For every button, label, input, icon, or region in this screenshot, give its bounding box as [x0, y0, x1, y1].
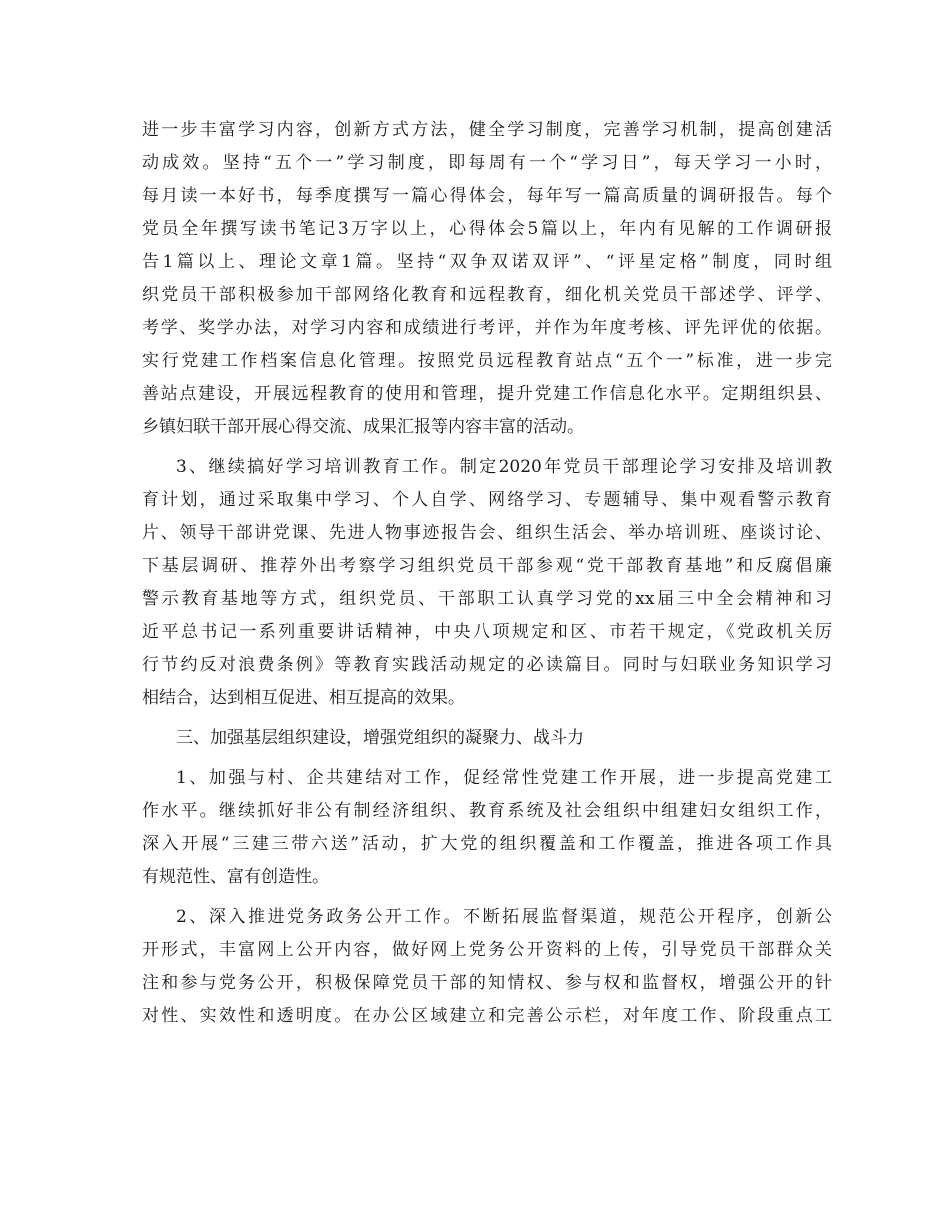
paragraph [142, 762, 832, 894]
text-line: 下基层调研、推荐外出考察学习组织党员干部参观“党干部教育基地”和反腐倡廉 [142, 556, 832, 576]
text-line: 作水平。继续抓好非公有制经济组织、教育系统及社会组织中组建妇女组织工作， [142, 801, 832, 821]
section-heading [142, 722, 832, 755]
text-line: 开形式，丰富网上公开内容，做好网上党务公开资料的上传，引导党员干部群众关 [142, 940, 832, 960]
text-line: 片、领导干部讲党课、先进人物事迹报告会、组织生活会、举办培训班、座谈讨论、 [142, 523, 832, 543]
text-line: 实行党建工作档案信息化管理。按照党员远程教育站点“五个一”标准，进一步完 [142, 351, 832, 371]
text-line: 每月读一本好书，每季度撰写一篇心得体会，每年写一篇高质量的调研报告。每个 [142, 186, 832, 206]
paragraph-gap [142, 444, 832, 451]
text-line: 织党员干部积极参加干部网络化教育和远程教育，细化机关党员干部述学、评学、 [142, 285, 832, 305]
text-line: 注和参与党务公开，积极保障党员干部的知情权、参与权和监督权，增强公开的针 [142, 973, 832, 993]
text-line: 深入开展“三建三带六送”活动，扩大党的组织覆盖和工作覆盖，推进各项工作具 [142, 834, 832, 854]
text-line: 相结合，达到相互促进、相互提高的效果。 [142, 688, 465, 708]
text-line: 进一步丰富学习内容，创新方式方法，健全学习制度，完善学习机制，提高创建活 [142, 120, 832, 140]
text-line: 3、继续搞好学习培训教育工作。制定2020年党员干部理论学习安排及培训教 [176, 457, 832, 477]
text-line: 善站点建设，开展远程教育的使用和管理，提升党建工作信息化水平。定期组织县、 [142, 384, 832, 404]
text-line: 近平总书记一系列重要讲话精神，中央八项规定和区、市若干规定，《党政机关厉 [142, 622, 832, 642]
text-line: 警示教育基地等方式，组织党员、干部职工认真学习党的xx届三中全会精神和习 [142, 589, 832, 609]
text-line: 三、加强基层组织建设，增强党组织的凝聚力、战斗力 [176, 728, 584, 748]
paragraph-gap [142, 715, 832, 722]
paragraph-gap [142, 894, 832, 901]
text-line: 考学、奖学办法，对学习内容和成绩进行考评，并作为年度考核、评先评优的依据。 [142, 318, 832, 338]
paragraph [142, 901, 832, 1033]
paragraph [142, 114, 832, 444]
paragraph-gap [142, 755, 832, 762]
document-body [142, 114, 832, 1033]
text-line: 告1篇以上、理论文章1篇。坚持“双争双诺双评”、“评星定格”制度，同时组 [142, 252, 832, 272]
text-line: 行节约反对浪费条例》等教育实践活动规定的必读篇目。同时与妇联业务知识学习 [142, 655, 832, 675]
text-line: 1、加强与村、企共建结对工作，促经常性党建工作开展，进一步提高党建工 [176, 768, 832, 788]
text-line: 对性、实效性和透明度。在办公区域建立和完善公示栏，对年度工作、阶段重点工 [142, 1006, 832, 1026]
text-line: 动成效。坚持“五个一”学习制度，即每周有一个“学习日”，每天学习一小时， [142, 153, 832, 173]
paragraph [142, 451, 832, 715]
text-line: 党员全年撰写读书笔记3万字以上，心得体会5篇以上，年内有见解的工作调研报 [142, 219, 832, 239]
text-line: 育计划，通过采取集中学习、个人自学、网络学习、专题辅导、集中观看警示教育 [142, 490, 832, 510]
text-line: 2、深入推进党务政务公开工作。不断拓展监督渠道，规范公开程序，创新公 [176, 907, 832, 927]
text-line: 乡镇妇联干部开展心得交流、成果汇报等内容丰富的活动。 [142, 417, 584, 437]
text-line: 有规范性、富有创造性。 [142, 867, 329, 887]
